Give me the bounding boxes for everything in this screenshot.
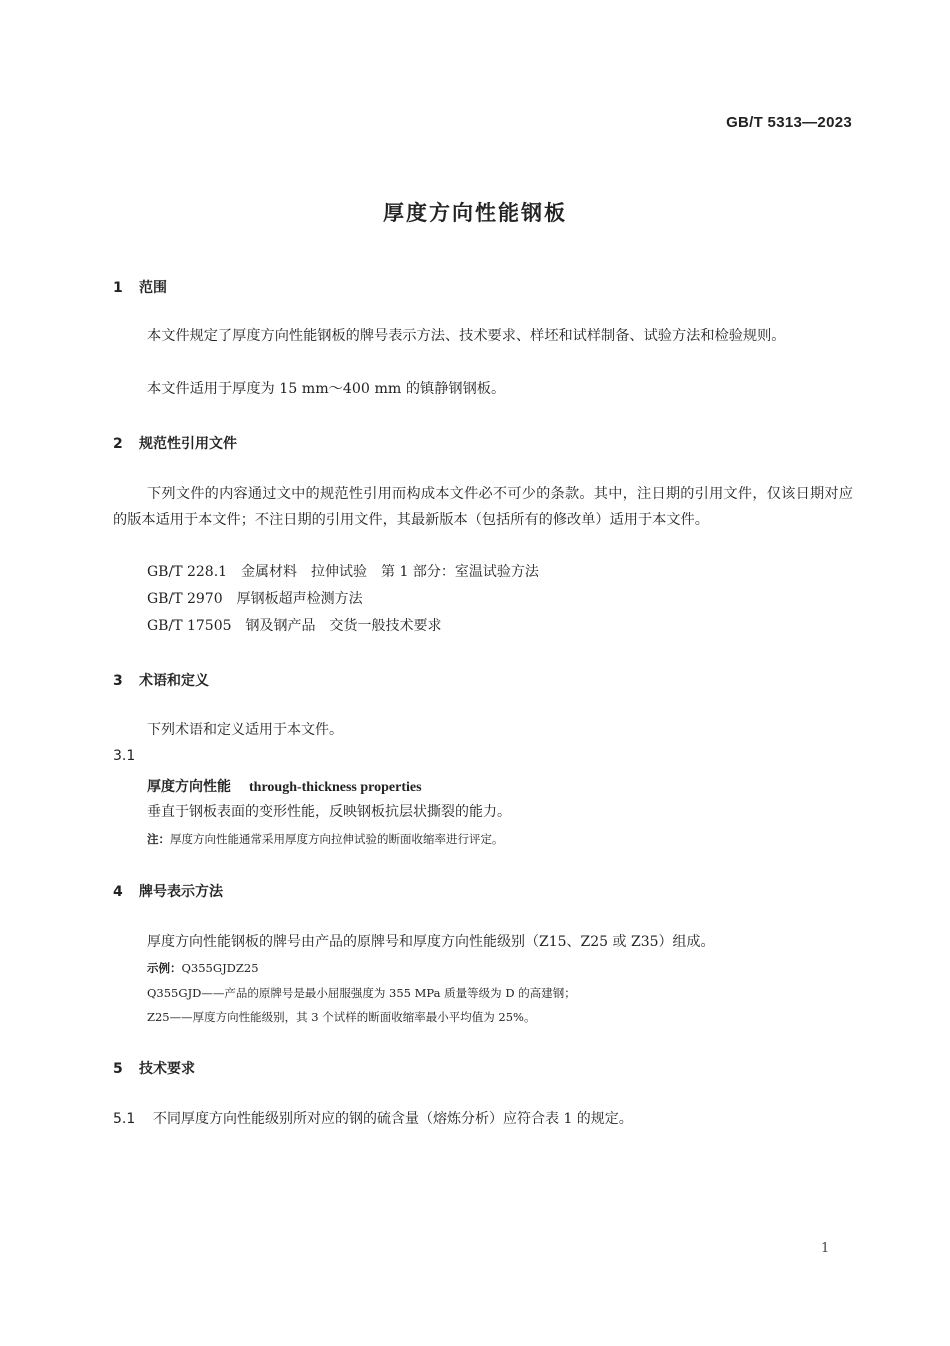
example-heading (147, 960, 259, 976)
section-title: 牌号表示方法 (139, 884, 223, 900)
term-entry (147, 776, 422, 796)
section-3-heading (113, 670, 209, 690)
term-definition: 垂直于钢板表面的变形性能，反映钢板抗层状撕裂的能力。 (147, 804, 511, 820)
section-4-heading (113, 881, 223, 901)
reference-item: GB/T 228.1 金属材料 拉伸试验 第 1 部分：室温试验方法 (147, 564, 539, 580)
subsection-number: 3.1 (113, 748, 136, 764)
document-title: 厚度方向性能钢板 (383, 201, 567, 225)
term-note (147, 831, 504, 847)
section-3-paragraph: 下列术语和定义适用于本文件。 (147, 722, 343, 738)
example-line: Q355GJD——产品的原牌号是最小屈服强度为 355 MPa 质量等级为 D 的高建钢； (147, 986, 576, 1000)
section-number: 4 (113, 884, 123, 900)
subsection-number: 5.1 (113, 1111, 136, 1127)
reference-item: GB/T 2970 厚钢板超声检测方法 (147, 591, 363, 607)
example-value: Q355GJDZ25 (181, 961, 259, 975)
section-2-paragraph: 下列文件的内容通过文中的规范性引用而构成本文件必不可少的条款。其中，注日期的引用文件，仅该日期对应的版本适用于本文件；不注日期的引用文件，其最新版本（包括所有的修改单）适用于本文件。 (113, 486, 853, 528)
standard-code: GB/T 5313—2023 (726, 114, 852, 131)
example-line: Z25——厚度方向性能级别，其 3 个试样的断面收缩率最小平均值为 25%。 (147, 1010, 536, 1024)
section-5-heading (113, 1058, 195, 1078)
section-1-paragraph-2: 本文件适用于厚度为 15 mm～400 mm 的镇静钢钢板。 (147, 381, 506, 397)
section-1-heading (113, 277, 167, 297)
page-number: 1 (821, 1241, 830, 1256)
example-label: 示例： (147, 961, 182, 975)
section-title: 术语和定义 (139, 673, 209, 689)
term-chinese: 厚度方向性能 (147, 779, 231, 795)
note-text: 厚度方向性能通常采用厚度方向拉伸试验的断面收缩率进行评定。 (170, 832, 504, 846)
section-4-paragraph: 厚度方向性能钢板的牌号由产品的原牌号和厚度方向性能级别（Z15、Z25 或 Z35）组成。 (147, 934, 715, 950)
section-title: 规范性引用文件 (139, 436, 237, 452)
section-title: 范围 (139, 280, 167, 296)
section-number: 2 (113, 436, 123, 452)
section-number: 1 (113, 280, 123, 296)
clause-text: 不同厚度方向性能级别所对应的钢的硫含量（熔炼分析）应符合表 1 的规定。 (153, 1111, 633, 1127)
section-1-paragraph-1: 本文件规定了厚度方向性能钢板的牌号表示方法、技术要求、样坯和试样制备、试验方法和检验规则。 (147, 328, 786, 344)
section-number: 3 (113, 673, 123, 689)
section-title: 技术要求 (139, 1061, 195, 1077)
section-number: 5 (113, 1061, 123, 1077)
section-2-heading (113, 433, 237, 453)
note-label: 注： (147, 832, 170, 846)
clause-5-1 (113, 1108, 633, 1128)
term-english: through-thickness properties (249, 780, 422, 795)
reference-item: GB/T 17505 钢及钢产品 交货一般技术要求 (147, 618, 442, 634)
